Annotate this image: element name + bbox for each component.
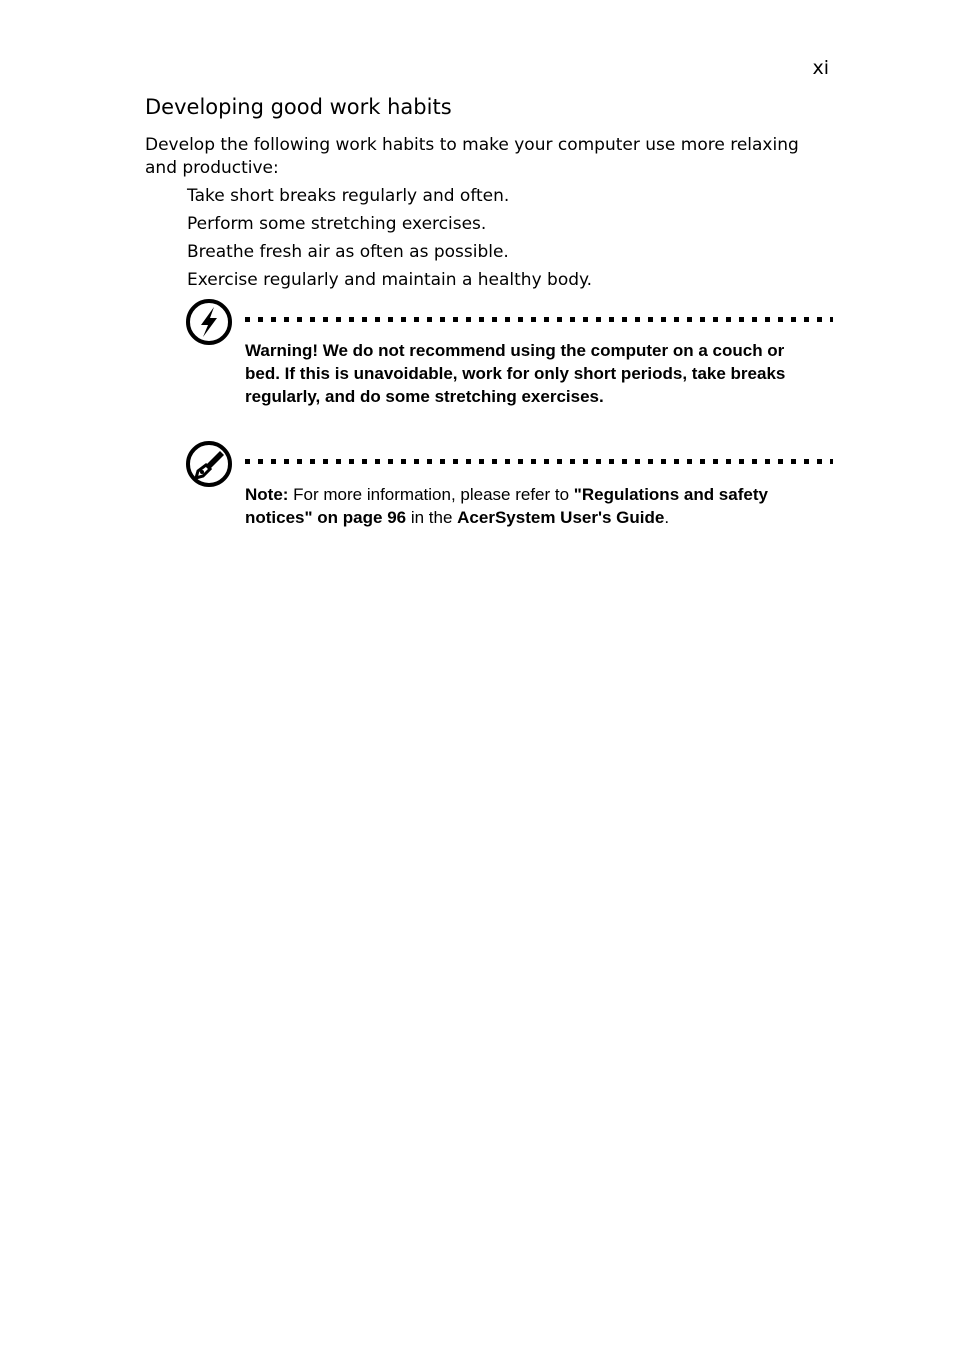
warning-lightning-icon xyxy=(183,296,235,348)
note-text xyxy=(245,483,820,529)
warning-text: Warning! We do not recommend using the computer on a couch or bed. If this is unavoidable, work for only short periods, take breaks regularly, and do some stretching exercises. xyxy=(245,341,786,406)
list-item: Perform some stretching exercises. xyxy=(187,214,487,234)
habits-list xyxy=(187,183,592,295)
section-heading: Developing good work habits xyxy=(145,95,452,119)
note-callout xyxy=(183,438,833,538)
dotted-divider xyxy=(245,317,833,322)
note-text-part: For more information, please refer to xyxy=(288,485,574,504)
list-item: Exercise regularly and maintain a healthy body. xyxy=(187,270,593,290)
list-item: Breathe fresh air as often as possible. xyxy=(187,242,509,262)
note-pen-icon xyxy=(183,438,235,490)
note-text-part: in the xyxy=(406,508,458,527)
reference-link[interactable]: "Regulations and safety notices" on page 96 xyxy=(245,485,768,527)
guide-title: AcerSystem User's Guide xyxy=(457,508,665,527)
note-label: Note: xyxy=(245,485,289,504)
list-item: Take short breaks regularly and often. xyxy=(187,186,510,206)
note-text-part: . xyxy=(664,508,670,527)
page-number: xi xyxy=(812,57,829,79)
intro-paragraph: Develop the following work habits to make your computer use more relaxing and productive: xyxy=(145,135,799,178)
warning-callout xyxy=(183,296,833,416)
dotted-divider xyxy=(245,459,833,464)
